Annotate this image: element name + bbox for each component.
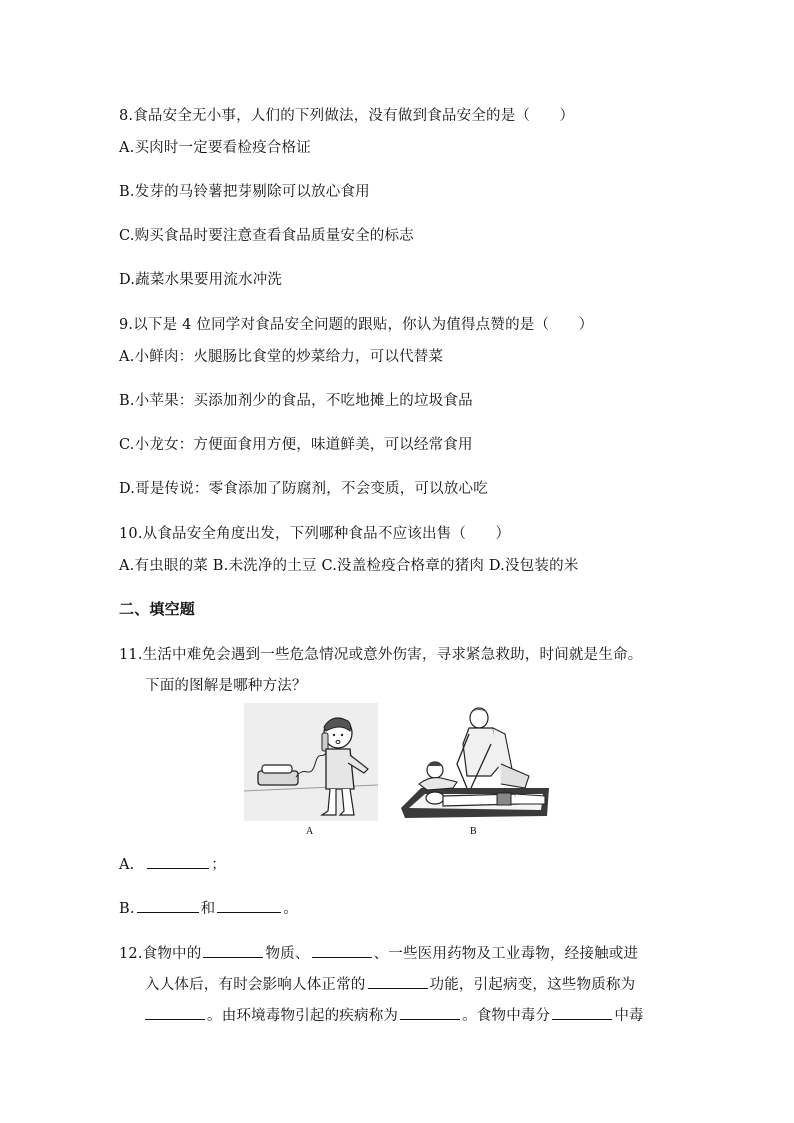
answer-b-mid: 和 [200,901,216,917]
q9-stem: 9.以下是 4 位同学对食品安全问题的跟贴，你认为值得点赞的是（ ） [119,317,594,333]
q12-line2 [145,973,635,994]
q9-option-d: D.哥是传说：零食添加了防腐剂，不会变质，可以放心吃 [119,481,488,497]
q12-text-6: 。由环境毒物引起的疾病称为 [207,1008,399,1024]
q8-stem: 8.食品安全无小事，人们的下列做法，没有做到食品安全的是（ ） [119,108,575,124]
q12-blank-5[interactable] [400,1005,460,1020]
q12-blank-6[interactable] [552,1005,612,1020]
q10-options: A.有虫眼的菜 B.未洗净的土豆 C.没盖检疫合格章的猪肉 D.没包装的米 [119,558,579,574]
answer-b-suffix: 。 [283,901,299,917]
q12-text-8: 中毒 [614,1008,644,1024]
q8-option-b: B.发芽的马铃薯把芽剔除可以放心食用 [119,184,370,200]
q12-text-5: 功能，引起病变，这些物质称为 [429,977,636,993]
q11-line2: 下面的图解是哪种方法？ [145,678,307,694]
q12-text-3: 、一些医用药物及工业毒物，经接触或进 [373,946,639,962]
q11-answer-b [119,897,298,918]
child-phone-illustration [244,703,378,821]
answer-a-blank[interactable] [147,854,209,869]
q12-blank-3[interactable] [368,974,428,989]
q8-option-c: C.购买食品时要注意查看食品质量安全的标志 [119,228,414,244]
answer-b-blank-1[interactable] [137,898,199,913]
q12-line1 [119,942,638,963]
q9-option-b: B.小苹果：买添加剂少的食品，不吃地摊上的垃圾食品 [119,393,473,409]
q9-option-a: A.小鲜肉：火腿肠比食堂的炒菜给力，可以代替菜 [119,349,444,365]
q12-line3 [145,1004,644,1025]
answer-a-prefix: A. [119,857,135,873]
q12-text-1: 12.食物中的 [119,946,202,962]
q9-option-c: C.小龙女：方便面食用方便，味道鲜美，可以经常食用 [119,437,473,453]
q8-option-d: D.蔬菜水果要用流水冲洗 [119,272,283,288]
q12-text-7: 。食物中毒分 [462,1008,551,1024]
q8-option-a: A.买肉时一定要看检疫合格证 [119,140,311,156]
q12-blank-1[interactable] [203,943,263,958]
figure-a-phone-call [244,703,378,821]
figure-a-caption: A [306,826,314,837]
figure-b-cpr [397,704,549,821]
cpr-illustration [397,704,549,821]
figure-b-caption: B [470,826,477,837]
q11-answer-a [119,853,226,874]
q11-line1: 11.生活中难免会遇到一些危急情况或意外伤害，寻求紧急救助，时间就是生命。 [119,647,643,663]
q12-text-2: 物质、 [265,946,310,962]
q12-blank-2[interactable] [312,943,372,958]
q12-text-4: 入人体后，有时会影响人体正常的 [145,977,366,993]
section-heading: 二、填空题 [119,600,196,618]
q12-blank-4[interactable] [145,1005,205,1020]
q10-stem: 10.从食品安全角度出发，下列哪种食品不应该出售（ ） [119,526,511,542]
answer-b-prefix: B. [119,901,135,917]
answer-b-blank-2[interactable] [217,898,281,913]
answer-a-suffix: ； [211,857,226,873]
